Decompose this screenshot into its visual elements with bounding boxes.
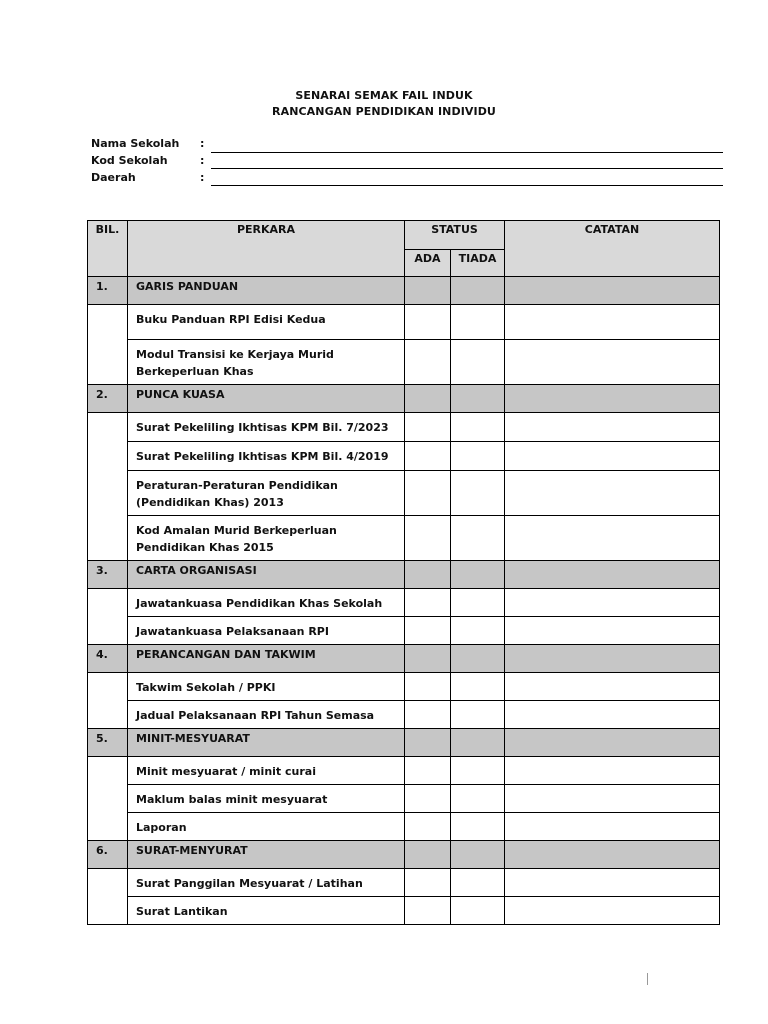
document-title: SENARAI SEMAK FAIL INDUK [295,89,473,102]
section-title: MINIT-MESYUARAT [128,729,405,757]
section-title: CARTA ORGANISASI [128,561,405,589]
table-row [88,897,720,925]
checklist-table [87,220,720,925]
tiada-cell[interactable] [451,701,505,729]
section-number: 1. [88,277,128,305]
section-title: PERANCANGAN DAN TAKWIM [128,645,405,673]
table-row [88,673,720,701]
section-row [88,561,720,589]
tiada-cell[interactable] [451,785,505,813]
section-row [88,385,720,413]
section-number: 6. [88,841,128,869]
ada-cell[interactable] [405,617,451,645]
bil-header: BIL. [88,221,128,277]
table-row [88,305,720,340]
kod-sekolah-field[interactable] [211,168,723,169]
tiada-cell[interactable] [451,340,505,385]
tiada-cell[interactable] [451,869,505,897]
tiada-cell[interactable] [451,305,505,340]
ada-cell[interactable] [405,442,451,471]
catatan-cell[interactable] [505,305,720,340]
table-row [88,757,720,785]
catatan-cell[interactable] [505,442,720,471]
item-label: Surat Pekeliling Ikhtisas KPM Bil. 7/2023 [128,413,405,442]
tiada-cell[interactable] [451,589,505,617]
catatan-cell[interactable] [505,617,720,645]
item-label: Jawatankuasa Pelaksanaan RPI [128,617,405,645]
ada-cell[interactable] [405,673,451,701]
table-row [88,589,720,617]
table-row [88,617,720,645]
table-row [88,413,720,442]
catatan-cell[interactable] [505,471,720,516]
catatan-header: CATATAN [505,221,720,277]
item-label: Peraturan-Peraturan Pendidikan (Pendidikan Khas) 2013 [128,471,405,516]
item-label: Buku Panduan RPI Edisi Kedua [128,305,405,340]
catatan-cell[interactable] [505,701,720,729]
nama-sekolah-label: Nama Sekolah [91,137,180,150]
colon: : [200,137,205,150]
item-label: Surat Pekeliling Ikhtisas KPM Bil. 4/2019 [128,442,405,471]
ada-header: ADA [405,250,451,277]
ada-cell[interactable] [405,813,451,841]
item-label: Jadual Pelaksanaan RPI Tahun Semasa [128,701,405,729]
item-label: Surat Panggilan Mesyuarat / Latihan [128,869,405,897]
kod-sekolah-label: Kod Sekolah [91,154,168,167]
section-title: PUNCA KUASA [128,385,405,413]
tiada-cell[interactable] [451,673,505,701]
table-row [88,869,720,897]
section-number: 5. [88,729,128,757]
tiada-cell[interactable] [451,813,505,841]
table-row [88,340,720,385]
section-row [88,277,720,305]
ada-cell[interactable] [405,701,451,729]
section-row [88,841,720,869]
item-label: Jawatankuasa Pendidikan Khas Sekolah [128,589,405,617]
catatan-cell[interactable] [505,869,720,897]
page-divider [647,973,648,985]
item-label: Surat Lantikan [128,897,405,925]
ada-cell[interactable] [405,413,451,442]
section-number: 3. [88,561,128,589]
table-row [88,471,720,516]
ada-cell[interactable] [405,757,451,785]
ada-cell[interactable] [405,305,451,340]
colon: : [200,171,205,184]
section-title: SURAT-MENYURAT [128,841,405,869]
perkara-header: PERKARA [128,221,405,277]
daerah-label: Daerah [91,171,136,184]
catatan-cell[interactable] [505,413,720,442]
section-number: 4. [88,645,128,673]
ada-cell[interactable] [405,471,451,516]
section-row [88,645,720,673]
table-row [88,442,720,471]
status-header: STATUS [405,221,505,250]
catatan-cell[interactable] [505,897,720,925]
tiada-cell[interactable] [451,442,505,471]
colon: : [200,154,205,167]
table-row [88,785,720,813]
table-row [88,813,720,841]
catatan-cell[interactable] [505,813,720,841]
section-row [88,729,720,757]
tiada-cell[interactable] [451,413,505,442]
item-label: Takwim Sekolah / PPKI [128,673,405,701]
catatan-cell[interactable] [505,516,720,561]
table-row [88,516,720,561]
daerah-field[interactable] [211,185,723,186]
item-label: Kod Amalan Murid Berkeperluan Pendidikan Khas 2015 [128,516,405,561]
catatan-cell[interactable] [505,757,720,785]
document-subtitle: RANCANGAN PENDIDIKAN INDIVIDU [272,105,496,118]
item-label: Modul Transisi ke Kerjaya Murid Berkeperluan Khas [128,340,405,385]
catatan-cell[interactable] [505,589,720,617]
item-label: Laporan [128,813,405,841]
tiada-cell[interactable] [451,516,505,561]
ada-cell[interactable] [405,897,451,925]
section-title: GARIS PANDUAN [128,277,405,305]
ada-cell[interactable] [405,340,451,385]
tiada-cell[interactable] [451,897,505,925]
ada-cell[interactable] [405,516,451,561]
table-row [88,701,720,729]
tiada-header: TIADA [451,250,505,277]
tiada-cell[interactable] [451,617,505,645]
catatan-cell[interactable] [505,340,720,385]
catatan-cell[interactable] [505,673,720,701]
catatan-cell[interactable] [505,785,720,813]
item-label: Minit mesyuarat / minit curai [128,757,405,785]
section-number: 2. [88,385,128,413]
ada-cell[interactable] [405,785,451,813]
ada-cell[interactable] [405,869,451,897]
nama-sekolah-field[interactable] [211,152,723,153]
tiada-cell[interactable] [451,471,505,516]
ada-cell[interactable] [405,589,451,617]
item-label: Maklum balas minit mesyuarat [128,785,405,813]
tiada-cell[interactable] [451,757,505,785]
